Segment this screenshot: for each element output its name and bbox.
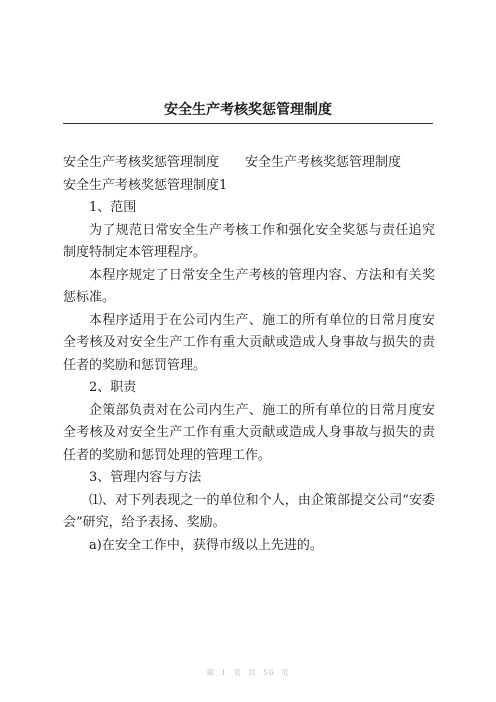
list-item: a)在安全工作中，获得市级以上先进的。 [89,537,323,553]
document-title: 安全生产考核奖惩管理制度 [164,102,332,118]
header-line-left: 安全生产考核奖惩管理制度 [63,155,220,170]
section-heading: 1、范围 [89,200,137,215]
paragraph: 本程序规定了日常安全生产考核的管理内容、方法和有关奖惩标准。 [63,267,435,305]
header-line-right: 安全生产考核奖惩管理制度 [245,155,402,170]
document-body [63,152,435,557]
header-line [63,152,435,175]
page-number-footer: 第 1 页 共 56 页 [206,668,290,677]
section-heading: 2、职责 [89,380,137,395]
paragraph: 本程序适用于在公司内生产、施工的所有单位的日常月度安全考核及对安全生产工作有重大贡献或造成人身事故与损失的责任者的奖励和惩罚管理。 [63,312,435,373]
paragraph: 为了规范日常安全生产考核工作和强化安全奖惩与责任追究制度特制定本管理程序。 [63,222,435,260]
paragraph: 企策部负责对在公司内生产、施工的所有单位的日常月度安全考核及对安全生产工作有重大贡献或造成人身事故与损失的责任者的奖励和惩罚处理的管理工作。 [63,402,435,463]
title-divider [63,123,433,124]
paragraph: ⑴、对下列表现之一的单位和个人，由企策部提交公司“安委会”研究，给予表扬、奖励。 [63,492,435,530]
document-subtitle: 安全生产考核奖惩管理制度1 [63,177,228,193]
section-heading: 3、管理内容与方法 [89,470,202,485]
